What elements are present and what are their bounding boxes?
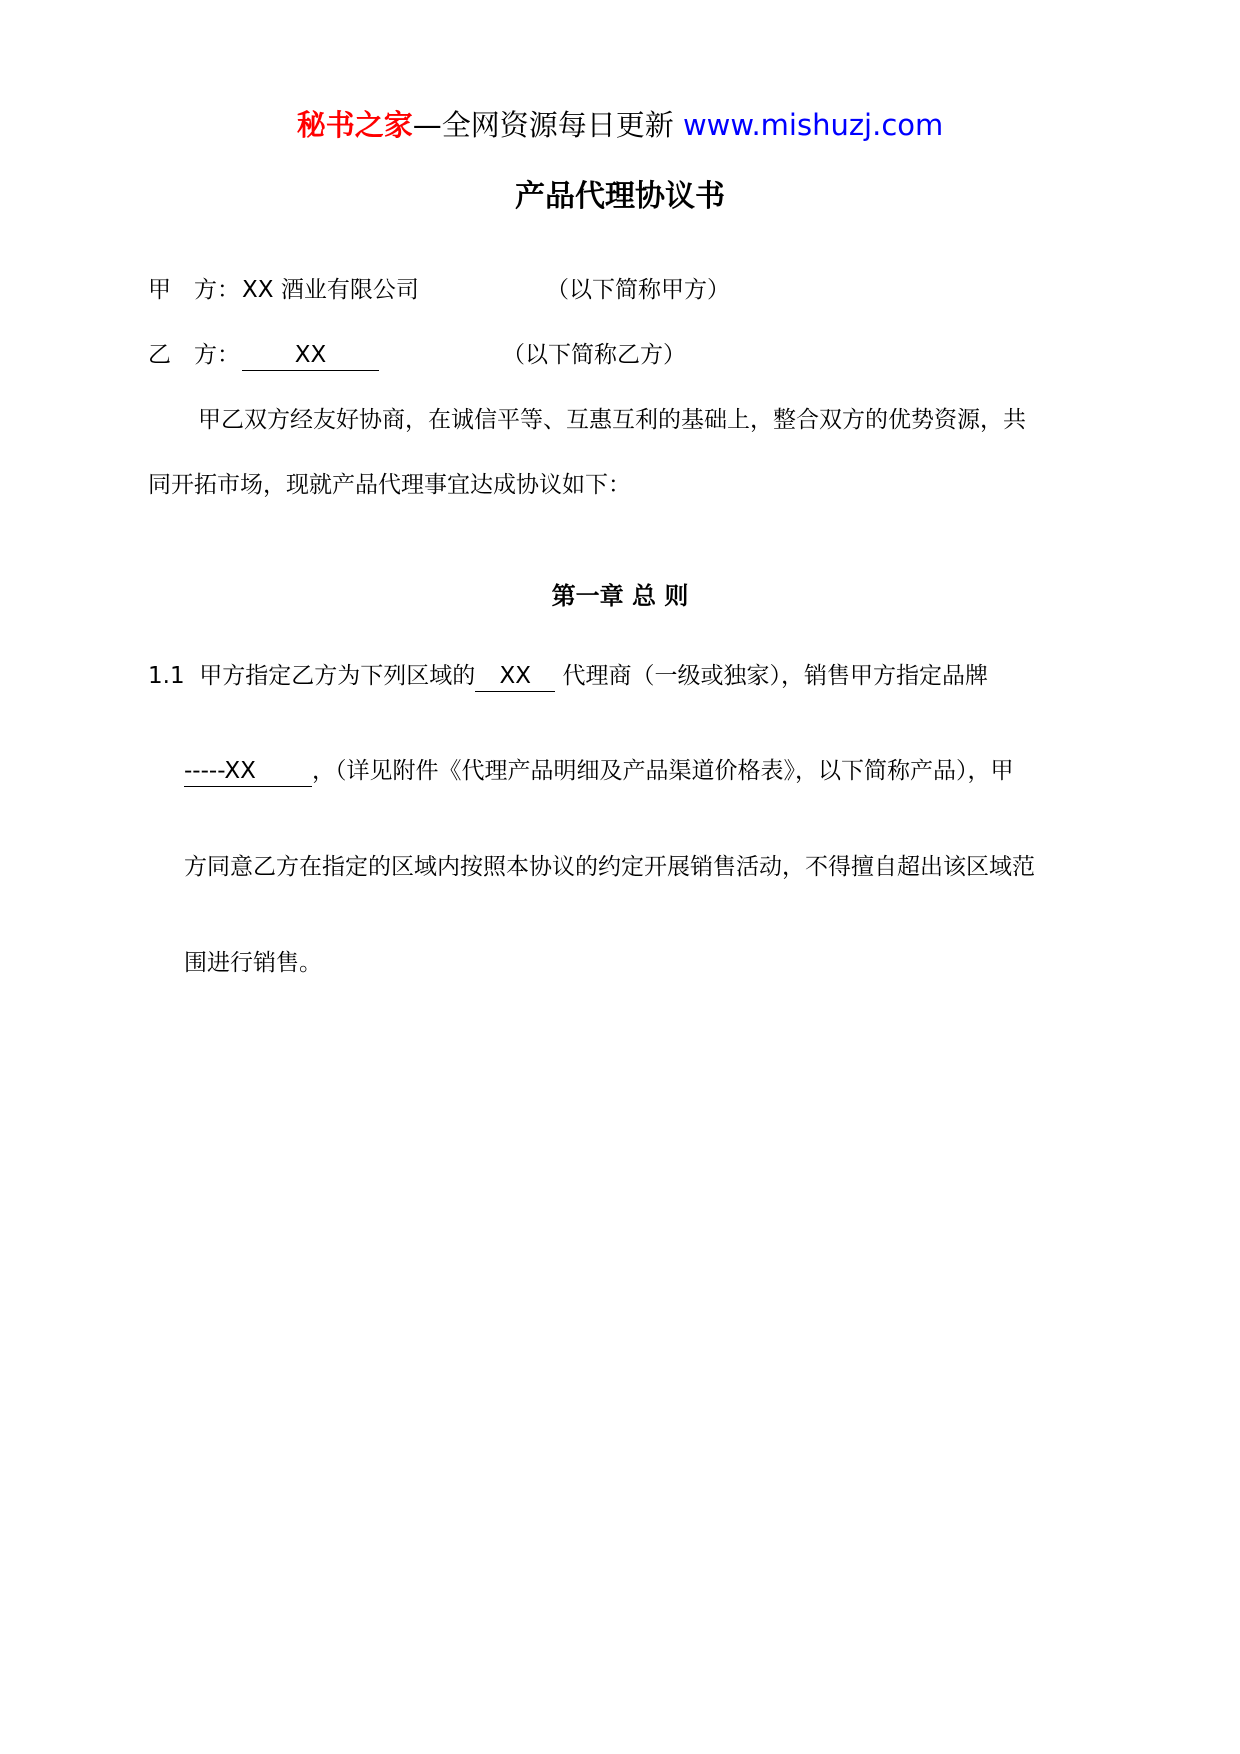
party-b-line (148, 335, 379, 375)
clause-text-segment: ，（详见附件《代理产品明细及产品渠道价格表》，以下简称产品），甲 (312, 758, 1014, 784)
party-a-value: XX 酒业有限公司 (242, 277, 419, 303)
party-b-label: 乙 方： (148, 342, 240, 368)
document-title: 产品代理协议书 (515, 179, 725, 214)
brand-blank: -----XX (184, 756, 312, 787)
party-a-note: （以下简称甲方） (546, 277, 730, 303)
party-b-note: （以下简称乙方） (502, 342, 686, 368)
brand-name: 秘书之家 (296, 108, 413, 142)
clause-1-1-line-1 (148, 656, 988, 696)
intro-paragraph-line-2: 同开拓市场，现就产品代理事宜达成协议如下： (148, 472, 631, 498)
header-banner (0, 100, 1240, 150)
header-slogan: —全网资源每日更新 (412, 108, 674, 142)
party-a-label: 甲 方： (148, 277, 240, 303)
clause-text-segment: 代理商（一级或独家），销售甲方指定品牌 (562, 663, 989, 689)
site-url-link[interactable]: www.mishuzj.com (682, 108, 944, 142)
party-a-line (148, 270, 419, 310)
region-blank: XX (475, 661, 555, 692)
chapter-heading: 第一章 总 则 (551, 582, 689, 610)
intro-paragraph-line-1: 甲乙双方经友好协商，在诚信平等、互惠互利的基础上，整合双方的优势资源，共 (198, 407, 1026, 433)
clause-text-segment: 甲方指定乙方为下列区域的 (199, 663, 476, 689)
party-b-value-blank: XX (242, 340, 379, 371)
clause-1-1-line-3: 方同意乙方在指定的区域内按照本协议的约定开展销售活动，不得擅自超出该区域范 (184, 854, 1035, 880)
clause-1-1-line-2 (184, 751, 1014, 791)
clause-number: 1.1 (148, 663, 185, 689)
clause-1-1-line-4: 围进行销售。 (184, 950, 322, 976)
